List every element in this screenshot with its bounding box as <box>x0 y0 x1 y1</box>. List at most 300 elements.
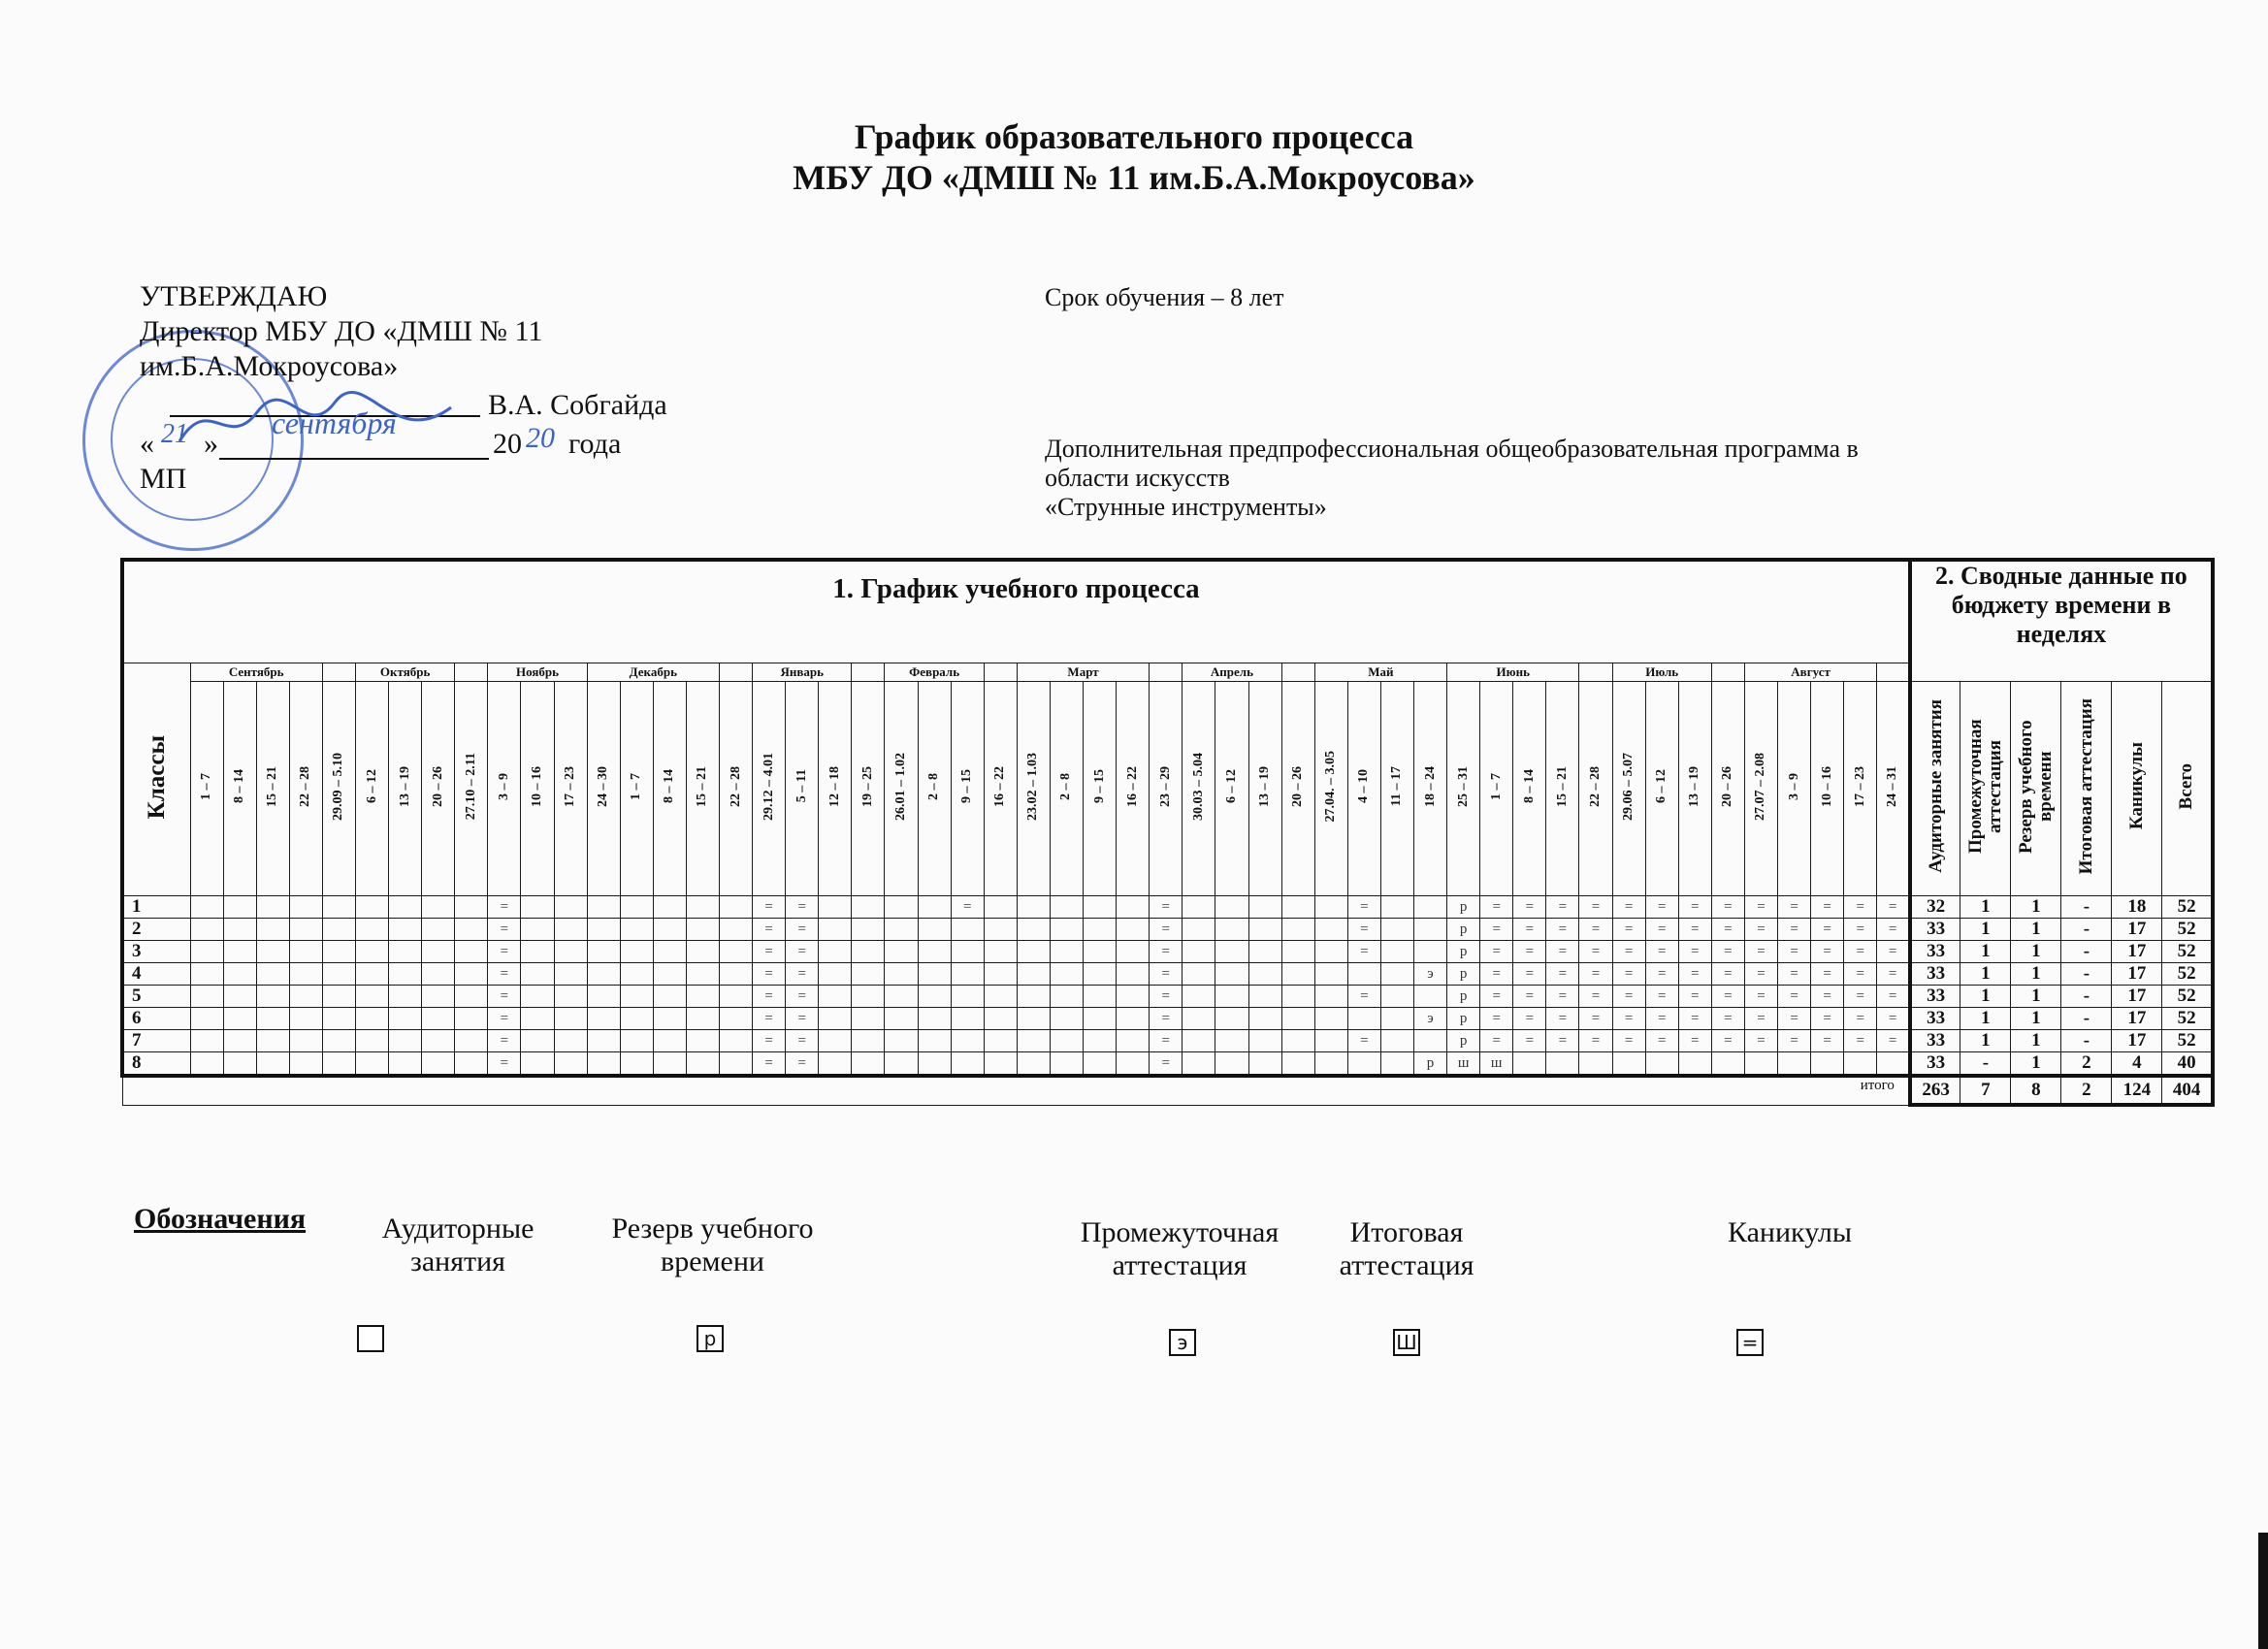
week-cell: = <box>1645 896 1678 919</box>
week-cell: = <box>1150 1030 1183 1052</box>
summary-value: 1 <box>1960 919 2011 941</box>
week-header <box>1084 682 1117 896</box>
week-cell: = <box>1711 896 1744 919</box>
week-cell <box>1413 896 1446 919</box>
week-header <box>1215 682 1248 896</box>
week-cell <box>223 919 256 941</box>
week-cell <box>1183 963 1215 986</box>
legend-final-label <box>1329 1216 1484 1282</box>
week-cell: = <box>1711 1030 1744 1052</box>
handwritten-month: сентября <box>272 405 397 440</box>
week-cell: = <box>1877 919 1910 941</box>
week-cell <box>1215 896 1248 919</box>
week-cell: = <box>1480 986 1513 1008</box>
week-header <box>1678 682 1711 896</box>
week-cell <box>422 1052 455 1077</box>
week-cell: = <box>951 896 984 919</box>
week-range-label: 11 – 17 <box>1389 765 1405 807</box>
week-cell <box>1117 1030 1150 1052</box>
week-header <box>720 682 753 896</box>
week-cell <box>720 1008 753 1030</box>
week-cell <box>984 1052 1017 1077</box>
week-range-label: 8 – 14 <box>1521 769 1537 803</box>
summary-value: 52 <box>2162 1008 2213 1030</box>
week-cell: = <box>1678 1030 1711 1052</box>
week-cell <box>455 919 488 941</box>
week-cell: = <box>1645 1008 1678 1030</box>
month-header: Август <box>1744 663 1876 682</box>
week-cell: = <box>1877 1008 1910 1030</box>
week-cell: = <box>1778 1008 1811 1030</box>
summary-value: 1 <box>1960 963 2011 986</box>
week-cell <box>1017 1052 1050 1077</box>
week-cell <box>355 896 388 919</box>
week-cell <box>686 986 719 1008</box>
week-cell <box>1050 963 1083 986</box>
week-cell <box>256 919 289 941</box>
week-cell <box>322 919 355 941</box>
week-cell <box>1215 963 1248 986</box>
week-cell <box>1248 1052 1281 1077</box>
week-cell: = <box>1150 986 1183 1008</box>
week-cell <box>223 896 256 919</box>
week-cell: = <box>1744 986 1777 1008</box>
summary-value: 1 <box>2011 963 2061 986</box>
week-cell: = <box>1711 986 1744 1008</box>
week-header <box>554 682 587 896</box>
week-cell <box>587 986 620 1008</box>
week-cell <box>1612 1052 1645 1077</box>
week-header <box>1744 682 1777 896</box>
week-cell: = <box>488 1030 521 1052</box>
week-cell <box>1248 986 1281 1008</box>
week-cell <box>819 941 852 963</box>
week-cell <box>720 1030 753 1052</box>
week-cell: = <box>1513 1008 1546 1030</box>
legend-reserve-label <box>594 1212 831 1278</box>
week-header <box>1380 682 1413 896</box>
week-cell <box>389 1030 422 1052</box>
section2-title: 2. Сводные данные по бюджету времени в неделях <box>1910 560 2213 682</box>
week-cell <box>951 963 984 986</box>
week-cell <box>422 1030 455 1052</box>
week-cell: = <box>753 963 786 986</box>
week-cell <box>1347 963 1380 986</box>
month-header-gap <box>720 663 753 682</box>
week-header <box>455 682 488 896</box>
week-cell <box>1183 1052 1215 1077</box>
week-cell: = <box>1347 896 1380 919</box>
week-cell <box>1248 1030 1281 1052</box>
week-cell: = <box>1513 963 1546 986</box>
week-cell: = <box>753 919 786 941</box>
summary-header-label: Промежуточная аттестация <box>1964 719 2005 854</box>
week-range-label: 1 – 7 <box>629 772 644 800</box>
week-header <box>620 682 653 896</box>
week-cell <box>1281 963 1314 986</box>
week-cell: = <box>1150 941 1183 963</box>
week-cell <box>389 1008 422 1030</box>
week-cell: = <box>753 896 786 919</box>
week-cell <box>951 1052 984 1077</box>
week-cell <box>223 986 256 1008</box>
total-value: 404 <box>2162 1076 2213 1105</box>
summary-value: - <box>2061 963 2112 986</box>
week-cell <box>289 1052 322 1077</box>
stamp-place-label: МП <box>140 463 187 495</box>
week-cell <box>1117 896 1150 919</box>
month-header: Ноябрь <box>488 663 587 682</box>
approval-heading: УТВЕРЖДАЮ <box>140 280 328 312</box>
week-cell: = <box>1579 941 1612 963</box>
summary-value: - <box>2061 941 2112 963</box>
total-value: 7 <box>1960 1076 2011 1105</box>
month-header-gap <box>984 663 1017 682</box>
week-cell <box>355 1052 388 1077</box>
week-cell: = <box>1877 941 1910 963</box>
week-cell <box>389 896 422 919</box>
summary-header <box>1960 682 2011 896</box>
week-header <box>1711 682 1744 896</box>
week-cell <box>1314 919 1347 941</box>
week-header <box>951 682 984 896</box>
week-cell <box>521 963 554 986</box>
class-number: 1 <box>122 896 190 919</box>
summary-header-label: Каникулы <box>2125 742 2147 830</box>
week-range-label: 13 – 19 <box>397 765 412 807</box>
week-cell <box>1380 919 1413 941</box>
week-range-label: 15 – 21 <box>1554 765 1570 807</box>
week-cell <box>686 1008 719 1030</box>
week-cell: = <box>1579 1030 1612 1052</box>
legend-interim-line2: аттестация <box>1112 1249 1247 1281</box>
week-cell <box>355 1008 388 1030</box>
week-cell <box>1050 1052 1083 1077</box>
week-cell: = <box>1678 919 1711 941</box>
week-range-label: 23.02 – 1.03 <box>1025 752 1041 821</box>
week-cell: = <box>488 986 521 1008</box>
week-cell <box>587 963 620 986</box>
week-cell <box>819 1008 852 1030</box>
term-of-study: Срок обучения – 8 лет <box>1045 283 1284 311</box>
date-year-suffix: года <box>568 428 622 460</box>
week-cell: э <box>1413 963 1446 986</box>
week-cell <box>653 919 686 941</box>
week-cell <box>1050 1008 1083 1030</box>
week-cell <box>1117 941 1150 963</box>
week-cell: = <box>1480 1008 1513 1030</box>
week-cell: = <box>753 941 786 963</box>
week-cell: р <box>1447 1008 1480 1030</box>
week-header <box>918 682 951 896</box>
week-range-label: 1 – 7 <box>1488 772 1504 800</box>
week-header <box>1183 682 1215 896</box>
month-header-gap <box>1281 663 1314 682</box>
week-cell: = <box>1778 963 1811 986</box>
week-cell <box>918 986 951 1008</box>
week-cell <box>686 963 719 986</box>
week-range-label: 9 – 15 <box>959 769 975 803</box>
week-cell: = <box>1844 963 1877 986</box>
week-cell: = <box>1778 1030 1811 1052</box>
week-header <box>1117 682 1150 896</box>
week-header <box>322 682 355 896</box>
week-cell <box>256 1030 289 1052</box>
week-cell: = <box>1480 963 1513 986</box>
class-row <box>122 986 2213 1008</box>
week-header <box>686 682 719 896</box>
week-cell <box>1183 1030 1215 1052</box>
week-cell <box>322 1008 355 1030</box>
summary-value: - <box>2061 919 2112 941</box>
week-range-label: 22 – 28 <box>298 765 313 807</box>
week-cell <box>190 1030 223 1052</box>
week-cell <box>653 1052 686 1077</box>
week-cell <box>1215 919 1248 941</box>
week-cell <box>422 919 455 941</box>
summary-value: 17 <box>2112 963 2162 986</box>
week-cell <box>1248 896 1281 919</box>
week-cell <box>190 1052 223 1077</box>
week-range-label: 15 – 21 <box>695 765 710 807</box>
class-row <box>122 1052 2213 1077</box>
week-cell <box>885 941 918 963</box>
week-cell: = <box>1546 963 1579 986</box>
week-cell <box>422 963 455 986</box>
month-header: Июль <box>1612 663 1711 682</box>
week-cell <box>885 896 918 919</box>
week-cell <box>653 963 686 986</box>
week-cell: = <box>1480 941 1513 963</box>
class-row <box>122 941 2213 963</box>
week-cell <box>190 986 223 1008</box>
month-header: Сентябрь <box>190 663 322 682</box>
week-range-label: 2 – 8 <box>1058 772 1074 800</box>
week-cell: = <box>786 919 819 941</box>
week-header <box>1281 682 1314 896</box>
week-cell <box>1084 896 1117 919</box>
legend-classroom-symbol <box>357 1325 384 1352</box>
week-cell <box>852 941 885 963</box>
week-cell <box>918 896 951 919</box>
week-cell <box>918 941 951 963</box>
week-cell <box>620 919 653 941</box>
date-year-prefix: 20 <box>493 428 522 460</box>
week-cell <box>1248 963 1281 986</box>
date-open-quote: « <box>140 428 154 460</box>
week-cell: = <box>753 1052 786 1077</box>
week-cell <box>1215 1030 1248 1052</box>
month-header: Февраль <box>885 663 984 682</box>
week-header <box>521 682 554 896</box>
week-cell <box>819 963 852 986</box>
week-range-label: 6 – 12 <box>1654 769 1669 803</box>
summary-value: 1 <box>1960 941 2011 963</box>
week-cell: р <box>1447 963 1480 986</box>
week-cell <box>223 963 256 986</box>
week-cell: = <box>1347 1030 1380 1052</box>
week-cell <box>1183 896 1215 919</box>
week-range-label: 23 – 29 <box>1157 765 1173 807</box>
week-cell <box>1084 986 1117 1008</box>
week-header <box>786 682 819 896</box>
week-cell <box>455 1030 488 1052</box>
week-range-label: 29.12 – 4.01 <box>761 752 776 821</box>
week-cell <box>852 1030 885 1052</box>
week-cell <box>918 1052 951 1077</box>
week-header <box>1347 682 1380 896</box>
week-cell: = <box>1150 896 1183 919</box>
week-cell: = <box>1645 986 1678 1008</box>
week-cell <box>720 919 753 941</box>
week-cell <box>686 1030 719 1052</box>
week-range-label: 20 – 26 <box>1290 765 1306 807</box>
week-cell <box>554 986 587 1008</box>
week-cell: = <box>1844 896 1877 919</box>
week-cell <box>1380 963 1413 986</box>
week-cell: = <box>1480 919 1513 941</box>
week-cell: = <box>488 963 521 986</box>
week-cell <box>355 1030 388 1052</box>
week-range-label: 22 – 28 <box>728 765 743 807</box>
week-cell: = <box>1877 986 1910 1008</box>
week-cell <box>1281 1052 1314 1077</box>
class-number: 8 <box>122 1052 190 1077</box>
week-cell: р <box>1447 986 1480 1008</box>
week-cell <box>1017 963 1050 986</box>
week-cell <box>322 941 355 963</box>
week-cell <box>1513 1052 1546 1077</box>
week-cell: = <box>1645 963 1678 986</box>
week-cell <box>587 919 620 941</box>
week-range-label: 8 – 14 <box>662 769 677 803</box>
week-cell: = <box>753 986 786 1008</box>
week-cell <box>819 986 852 1008</box>
total-value: 263 <box>1910 1076 1960 1105</box>
week-cell <box>951 919 984 941</box>
week-cell: = <box>1546 896 1579 919</box>
week-cell <box>1050 986 1083 1008</box>
program-line1: Дополнительная предпрофессиональная общеобразовательная программа в <box>1045 435 1859 463</box>
week-cell <box>422 941 455 963</box>
week-cell <box>1281 919 1314 941</box>
approval-position: Директор МБУ ДО «ДМШ № 11 <box>140 315 543 347</box>
week-header <box>1314 682 1347 896</box>
week-cell: = <box>1645 941 1678 963</box>
week-cell <box>852 986 885 1008</box>
week-cell <box>355 919 388 941</box>
week-cell <box>1248 941 1281 963</box>
week-cell <box>951 986 984 1008</box>
summary-value: 18 <box>2112 896 2162 919</box>
month-header: Апрель <box>1183 663 1281 682</box>
handwritten-day: 21 <box>161 419 188 449</box>
legend-final-line1: Итоговая <box>1349 1216 1464 1248</box>
week-cell: = <box>1711 963 1744 986</box>
week-cell: = <box>1579 986 1612 1008</box>
week-cell: ш <box>1480 1052 1513 1077</box>
week-cell: = <box>1678 986 1711 1008</box>
legend-classroom-label <box>371 1212 545 1278</box>
week-range-label: 1 – 7 <box>199 772 214 800</box>
week-cell: = <box>1513 1030 1546 1052</box>
week-cell: р <box>1447 896 1480 919</box>
week-range-label: 8 – 14 <box>232 769 247 803</box>
week-header <box>753 682 786 896</box>
week-cell <box>1281 896 1314 919</box>
summary-value: 33 <box>1910 1008 1960 1030</box>
week-cell <box>1314 1030 1347 1052</box>
week-cell: = <box>1347 941 1380 963</box>
week-cell <box>1380 1052 1413 1077</box>
week-cell <box>256 896 289 919</box>
week-cell <box>1117 1052 1150 1077</box>
week-cell <box>918 963 951 986</box>
week-cell <box>686 896 719 919</box>
month-header: Июнь <box>1447 663 1579 682</box>
summary-value: - <box>2061 986 2112 1008</box>
week-header <box>1546 682 1579 896</box>
week-cell <box>1347 1052 1380 1077</box>
week-cell <box>1314 941 1347 963</box>
week-cell <box>1380 941 1413 963</box>
week-cell <box>190 941 223 963</box>
week-cell: = <box>786 986 819 1008</box>
week-cell <box>223 1052 256 1077</box>
week-cell <box>1877 1052 1910 1077</box>
week-cell <box>1413 1030 1446 1052</box>
week-cell <box>720 986 753 1008</box>
week-cell: = <box>1678 1008 1711 1030</box>
week-cell: = <box>1778 986 1811 1008</box>
week-cell <box>389 919 422 941</box>
week-cell <box>686 941 719 963</box>
class-row <box>122 896 2213 919</box>
summary-value: 1 <box>2011 1030 2061 1052</box>
week-cell: = <box>1513 986 1546 1008</box>
week-header <box>852 682 885 896</box>
week-cell: = <box>1678 963 1711 986</box>
week-cell: = <box>1811 896 1844 919</box>
week-header <box>1612 682 1645 896</box>
week-cell <box>289 919 322 941</box>
week-cell <box>355 963 388 986</box>
week-cell <box>819 1052 852 1077</box>
week-cell <box>1084 919 1117 941</box>
week-cell <box>951 941 984 963</box>
week-cell: = <box>1744 896 1777 919</box>
week-range-label: 29.06 – 5.07 <box>1621 752 1636 821</box>
total-value: 124 <box>2112 1076 2162 1105</box>
summary-header <box>1910 682 1960 896</box>
week-cell <box>1314 896 1347 919</box>
week-cell <box>1017 919 1050 941</box>
week-cell <box>918 1008 951 1030</box>
week-header <box>1248 682 1281 896</box>
week-header <box>355 682 388 896</box>
week-cell <box>885 986 918 1008</box>
schedule-table <box>120 558 2215 1107</box>
summary-value: 2 <box>2061 1052 2112 1077</box>
week-cell <box>1380 896 1413 919</box>
week-cell: = <box>1579 1008 1612 1030</box>
summary-value: 17 <box>2112 941 2162 963</box>
summary-value: 1 <box>1960 896 2011 919</box>
summary-value: 1 <box>2011 896 2061 919</box>
week-cell: = <box>1579 896 1612 919</box>
week-cell <box>521 1052 554 1077</box>
week-cell <box>1117 963 1150 986</box>
